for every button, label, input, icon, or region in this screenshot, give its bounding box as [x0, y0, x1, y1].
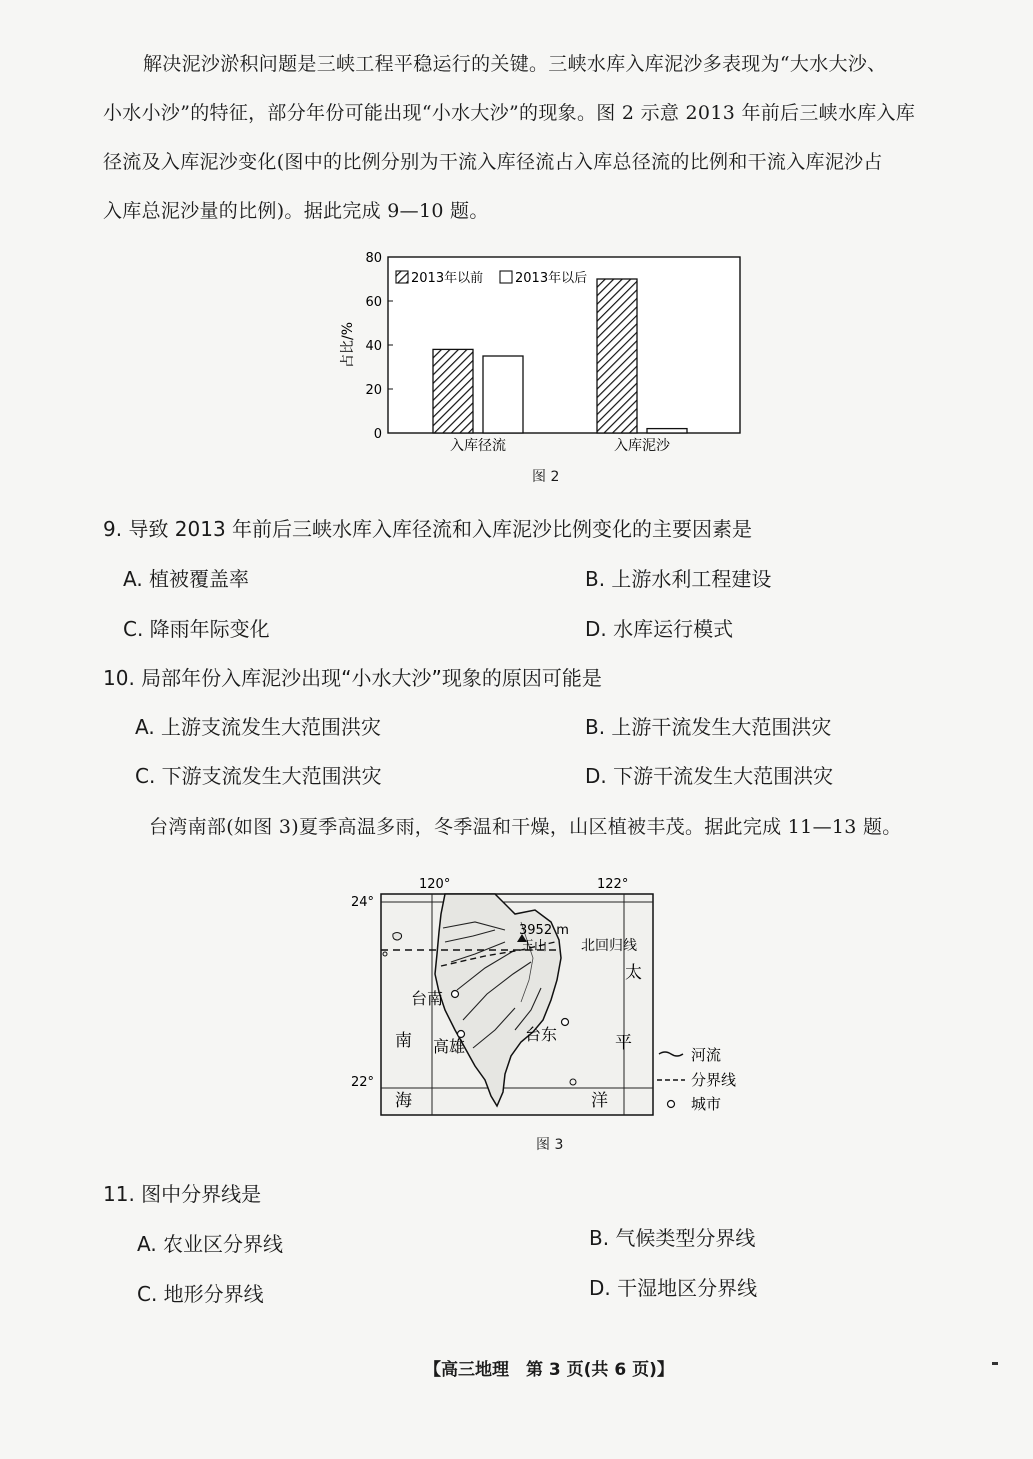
- y-axis-label: 占比/%: [340, 321, 356, 369]
- y-tick-label: 60: [365, 295, 382, 310]
- bar-after-2013-sediment: [647, 429, 687, 433]
- legend-city-symbol: [668, 1101, 675, 1108]
- question-10-option-a[interactable]: A. 上游支流发生大范围洪灾: [135, 715, 382, 739]
- question-10-stem: 10. 局部年份入库泥沙出现“小水大沙”现象的原因可能是: [103, 666, 602, 690]
- passage1-line-2: 小水小沙”的特征，部分年份可能出现“小水大沙”的现象。图 2 示意 2013 年前后三峡水库入库: [103, 102, 916, 124]
- legend-swatch-before-2013: [396, 271, 408, 283]
- y-tick-label: 80: [365, 251, 382, 266]
- legend-label-before-2013: 2013年以前: [411, 271, 484, 286]
- sea-label-hai: 海: [395, 1091, 412, 1111]
- lon-label-120: 120°: [419, 877, 451, 892]
- penghu-islands: [393, 933, 402, 941]
- legend-river-symbol: [659, 1052, 683, 1056]
- figure-2-caption: 图 2: [532, 469, 560, 485]
- lat-label-22: 22°: [351, 1075, 375, 1090]
- city-taitung-marker: [562, 1019, 569, 1026]
- y-tick-label: 20: [365, 383, 382, 398]
- lon-label-122: 122°: [597, 877, 629, 892]
- passage1-line-3: 径流及入库泥沙变化(图中的比例分别为干流入库径流占入库总径流的比例和干流入库泥沙占: [103, 151, 883, 173]
- sea-label-nan: 南: [395, 1031, 412, 1051]
- y-tick-label: 40: [365, 339, 382, 354]
- question-9-stem: 9. 导致 2013 年前后三峡水库入库径流和入库泥沙比例变化的主要因素是: [103, 517, 753, 541]
- peak-name: 玉山: [521, 939, 548, 954]
- y-tick-label: 0: [373, 427, 382, 442]
- legend-boundary-label: 分界线: [691, 1071, 737, 1089]
- page-mark: [992, 1362, 998, 1365]
- ocean-label-tai: 太: [625, 963, 642, 983]
- city-label-taitung: 台东: [525, 1025, 558, 1044]
- question-11-option-c[interactable]: C. 地形分界线: [137, 1282, 264, 1306]
- question-9-option-a[interactable]: A. 植被覆盖率: [123, 567, 250, 591]
- page-footer: 【高三地理 第 3 页(共 6 页)】: [424, 1360, 674, 1380]
- tropic-label: 北回归线: [581, 938, 637, 954]
- city-tainan-marker: [452, 991, 459, 998]
- passage2: 台湾南部(如图 3)夏季高温多雨，冬季温和干燥，山区植被丰茂。据此完成 11—13 题。: [149, 816, 902, 838]
- peak-elevation: 3952 m: [519, 923, 569, 938]
- bar-before-2013-sediment: [597, 279, 637, 433]
- city-label-tainan: 台南: [411, 989, 444, 1008]
- question-10-option-d[interactable]: D. 下游干流发生大范围洪灾: [585, 764, 834, 788]
- figure-3-map: [345, 870, 765, 1125]
- question-9-option-b[interactable]: B. 上游水利工程建设: [585, 567, 772, 591]
- ocean-label-ping: 平: [615, 1033, 632, 1053]
- figure-3-caption: 图 3: [536, 1137, 564, 1153]
- passage1-line-4: 入库总泥沙量的比例)。据此完成 9—10 题。: [103, 200, 489, 222]
- question-11-option-d[interactable]: D. 干湿地区分界线: [589, 1276, 758, 1300]
- legend-label-after-2013: 2013年以后: [515, 271, 588, 286]
- question-11-stem: 11. 图中分界线是: [103, 1182, 262, 1206]
- legend-swatch-after-2013: [500, 271, 512, 283]
- figure-2-bar-chart: [330, 248, 750, 458]
- question-11-option-a[interactable]: A. 农业区分界线: [137, 1232, 284, 1256]
- question-9-option-c[interactable]: C. 降雨年际变化: [123, 617, 270, 641]
- x-category-label: 入库泥沙: [614, 438, 670, 454]
- bar-after-2013-runoff: [483, 356, 523, 433]
- question-9-option-d[interactable]: D. 水库运行模式: [585, 617, 734, 641]
- bar-before-2013-runoff: [433, 349, 473, 433]
- question-10-option-b[interactable]: B. 上游干流发生大范围洪灾: [585, 715, 832, 739]
- legend-river-label: 河流: [691, 1046, 722, 1064]
- passage1-line-1: 解决泥沙淤积问题是三峡工程平稳运行的关键。三峡水库入库泥沙多表现为“大水大沙、: [143, 53, 887, 75]
- lat-label-24: 24°: [351, 895, 375, 910]
- legend-city-label: 城市: [691, 1095, 722, 1113]
- ocean-label-yang: 洋: [591, 1091, 608, 1111]
- question-11-option-b[interactable]: B. 气候类型分界线: [589, 1226, 756, 1250]
- city-label-kaohsiung: 高雄: [433, 1037, 466, 1056]
- x-category-label: 入库径流: [450, 438, 506, 454]
- question-10-option-c[interactable]: C. 下游支流发生大范围洪灾: [135, 764, 382, 788]
